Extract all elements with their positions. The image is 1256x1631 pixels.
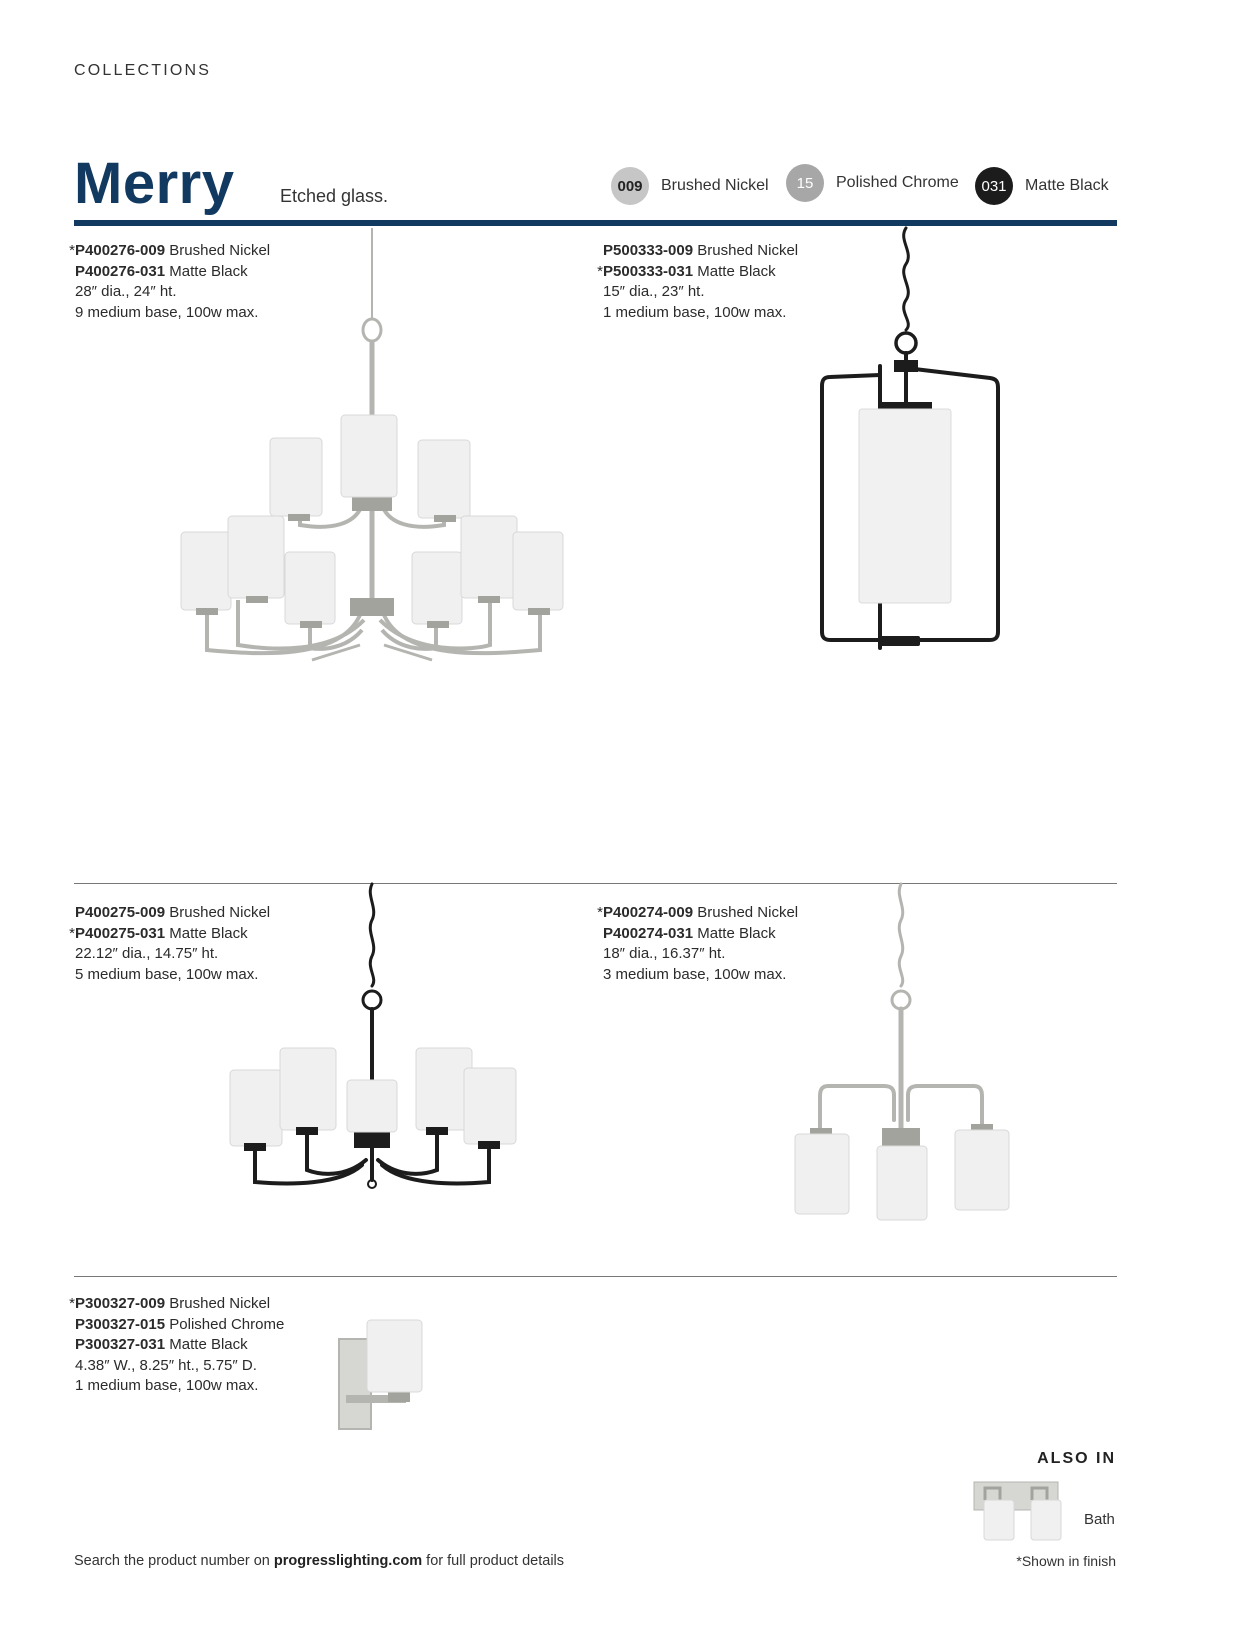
product-code: P300327-009 <box>75 1295 166 1312</box>
product-spec-p400276: *P400276-009 Brushed Nickel P400276-031 Matte Black 28″ dia., 24″ ht. 9 medium base, 100w max. <box>69 242 271 321</box>
finish-swatch: 031 <box>975 167 1013 205</box>
product-code: P400276-031 <box>75 262 166 280</box>
footer-note: Search the product number on progresslighting.com for full product details <box>74 1553 565 1569</box>
finish-name: Brushed Nickel <box>661 177 769 194</box>
product-spec-p300327: *P300327-009 Brushed Nickel P300327-015 Polished Chrome P300327-031 Matte Black 4.38″ W., 8.25″ ht., 5.75″ D. 1 medium base, 100w max. <box>69 1295 285 1394</box>
website-link[interactable]: progresslighting.com <box>273 1553 423 1569</box>
product-code: P400275-009 <box>75 904 166 921</box>
product-code: P300327-015 <box>75 1315 166 1333</box>
collection-title: Merry <box>74 151 235 216</box>
section-label: COLLECTIONS <box>74 62 212 79</box>
product-code: P400274-031 <box>603 924 694 942</box>
shown-in-finish-note: *Shown in finish <box>1016 1553 1116 1569</box>
product-spec-p500333: P500333-009 Brushed Nickel *P500333-031 Matte Black 15″ dia., 23″ ht. 1 medium base, 100w max. <box>597 242 799 321</box>
finish-name: Matte Black <box>1025 177 1109 194</box>
product-code: P500333-031 <box>603 262 694 280</box>
product-spec-p400274: *P400274-009 Brushed Nickel P400274-031 Matte Black 18″ dia., 16.37″ ht. 3 medium base, 100w max. <box>597 904 799 983</box>
product-code: P500333-009 <box>603 242 694 259</box>
product-code: P300327-031 <box>75 1336 166 1353</box>
collection-subtitle: Etched glass. <box>280 186 389 206</box>
finish-swatch: 009 <box>611 167 649 205</box>
finish-swatch: 15 <box>786 164 824 202</box>
finish-name: Polished Chrome <box>836 174 959 191</box>
product-code: P400276-009 <box>75 242 166 259</box>
product-code: P400275-031 <box>75 924 166 942</box>
product-code: P400274-009 <box>603 904 694 921</box>
also-in-heading: ALSO IN <box>1037 1450 1116 1467</box>
product-spec-p400275: P400275-009 Brushed Nickel *P400275-031 Matte Black 22.12″ dia., 14.75″ ht. 5 medium base, 100w max. <box>69 904 271 983</box>
also-in-bath-label: Bath <box>1084 1511 1115 1528</box>
